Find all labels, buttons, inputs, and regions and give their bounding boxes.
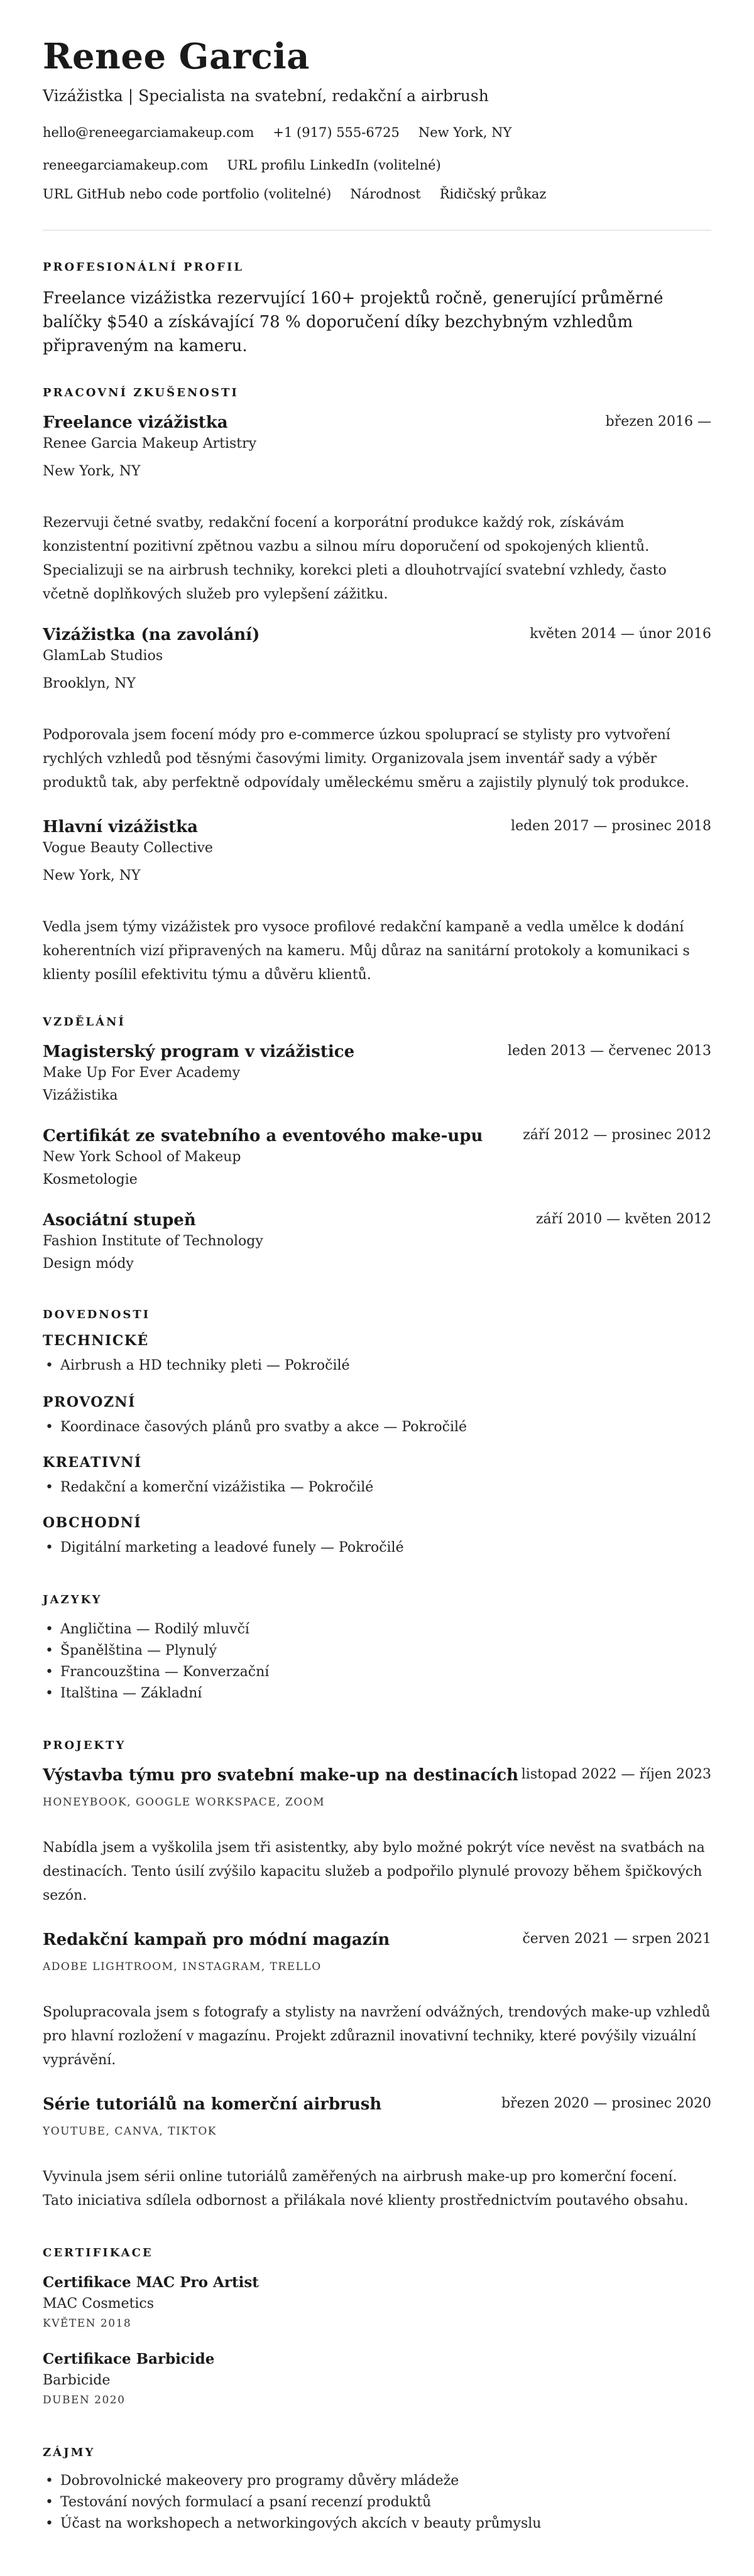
- certification-name: Certifikace Barbicide: [43, 2351, 215, 2368]
- experience-section-title: PRACOVNÍ ZKUŠENOSTI: [43, 386, 239, 399]
- education-field: Vizážistika: [43, 1088, 118, 1103]
- list-item: • Účast na workshopech a networkingových akcích v beauty průmyslu: [43, 2513, 711, 2535]
- experience-location: New York, NY: [43, 463, 141, 479]
- skill-category-operational: PROVOZNÍ: [43, 1394, 136, 1410]
- list-item: • Italština — Základní: [43, 1683, 711, 1704]
- project-name: Redakční kampaň pro módní magazín: [43, 1930, 390, 1949]
- candidate-name: Renee Garcia: [43, 36, 310, 77]
- experience-location: Brooklyn, NY: [43, 676, 136, 691]
- certification-date: DUBEN 2020: [43, 2394, 126, 2406]
- project-name: Série tutoriálů na komerční airbrush: [43, 2095, 382, 2114]
- education-degree: Asociátní stupeň: [43, 1211, 196, 1230]
- list-item: • Redakční a komerční vizážistika — Pokročilé: [43, 1477, 711, 1498]
- project-name: Výstavba týmu pro svatební make-up na destinacích: [43, 1766, 518, 1785]
- skill-list-technical: [43, 1355, 711, 1377]
- interests-section-title: ZÁJMY: [43, 2446, 96, 2459]
- education-degree: Magisterský program v vizážistice: [43, 1042, 355, 1061]
- experience-date: březen 2016 —: [605, 414, 711, 430]
- interests-list: [43, 2470, 711, 2535]
- linkedin-link[interactable]: URL profilu LinkedIn (volitelné): [227, 158, 441, 173]
- project-description: Spolupracovala jsem s fotografy a stylisty na navržení odvážných, trendových make-up vzhledů pro hlavní rozložení v magazínu. Projekt zdůraznil inovativní techniky, které povýšily vizuální vyprávění.: [43, 2005, 711, 2068]
- skill-category-business: OBCHODNÍ: [43, 1515, 142, 1531]
- education-school: New York School of Makeup: [43, 1149, 241, 1165]
- bullet-icon: •: [45, 2494, 53, 2510]
- education-date: září 2012 — prosinec 2012: [523, 1127, 711, 1143]
- languages-list: [43, 1619, 711, 1704]
- skill-category-creative: KREATIVNÍ: [43, 1454, 142, 1471]
- education-school: Fashion Institute of Technology: [43, 1233, 263, 1249]
- skills-section-title: DOVEDNOSTI: [43, 1308, 151, 1321]
- profile-section-title: PROFESIONÁLNÍ PROFIL: [43, 261, 244, 274]
- contact-row-links: [43, 156, 460, 175]
- bullet-icon: •: [45, 2516, 53, 2531]
- experience-description: Rezervuji četné svatby, redakční focení a korporátní produkce každý rok, získávám konzistentní pozitivní zpětnou vazbu a silnou míru doporučení od spokojených klientů. Specializuji se na airbrush techniky, korekci pleti a dlouhotrvající svatební vzhledy, často včetně doplňkových služeb pro vylepšení zážitku.: [43, 515, 667, 602]
- bullet-icon: •: [45, 1540, 53, 1556]
- bullet-icon: •: [45, 1480, 53, 1495]
- list-item: • Francouzština — Konverzační: [43, 1662, 711, 1683]
- certifications-section-title: CERTIFIKACE: [43, 2246, 153, 2259]
- project-date: březen 2020 — prosinec 2020: [501, 2096, 711, 2111]
- education-school: Make Up For Ever Academy: [43, 1065, 241, 1081]
- experience-company: Renee Garcia Makeup Artistry: [43, 436, 257, 452]
- phone-text: +1 (917) 555-6725: [273, 125, 400, 140]
- education-field: Kosmetologie: [43, 1172, 138, 1188]
- list-item: • Koordinace časových plánů pro svatby a akce — Pokročilé: [43, 1417, 711, 1438]
- project-tools: HONEYBOOK, GOOGLE WORKSPACE, ZOOM: [43, 1796, 325, 1809]
- education-degree: Certifikát ze svatebního a eventového make-upu: [43, 1127, 483, 1145]
- certification-issuer: Barbicide: [43, 2373, 111, 2388]
- experience-company: GlamLab Studios: [43, 648, 163, 664]
- education-section-title: VZDĚLÁNÍ: [43, 1015, 126, 1029]
- experience-company: Vogue Beauty Collective: [43, 840, 213, 856]
- project-date: listopad 2022 — říjen 2023: [521, 1767, 711, 1782]
- contact-row-extra: [43, 185, 566, 203]
- project-tools: ADOBE LIGHTROOM, INSTAGRAM, TRELLO: [43, 1961, 322, 1973]
- certification-issuer: MAC Cosmetics: [43, 2296, 154, 2312]
- experience-description: Vedla jsem týmy vizážistek pro vysoce profilové redakční kampaně a vedla umělce k dodání koherentních vizí připravených na kameru. Můj důraz na sanitární protokoly a komunikaci s klienty posílil efektivitu týmu a důvěru klientů.: [43, 919, 690, 983]
- website-link[interactable]: reneegarciamakeup.com: [43, 158, 209, 173]
- nationality-text: Národnost: [350, 187, 421, 202]
- candidate-headline: Vizážistka | Specialista na svatební, redakční a airbrush: [43, 87, 489, 105]
- project-description: Vyvinula jsem sérii online tutoriálů zaměřených na airbrush make-up pro komerční focení. Tato iniciativa sdílela odbornost a přilákala nové klienty prostřednictvím poutavého obsahu.: [43, 2169, 689, 2209]
- bullet-icon: •: [45, 1664, 53, 1680]
- list-item: • Testování nových formulací a psaní recenzí produktů: [43, 2492, 711, 2513]
- education-date: leden 2013 — červenec 2013: [507, 1043, 711, 1059]
- project-date: červen 2021 — srpen 2021: [522, 1931, 711, 1947]
- experience-role: Hlavní vizážistka: [43, 818, 198, 836]
- education-field: Design módy: [43, 1256, 134, 1272]
- skill-list-business: [43, 1537, 711, 1559]
- skill-category-technical: TECHNICKÉ: [43, 1333, 149, 1349]
- list-item: • Španělština — Plynulý: [43, 1640, 711, 1662]
- bullet-icon: •: [45, 1419, 53, 1435]
- bullet-icon: •: [45, 1358, 53, 1373]
- bullet-icon: •: [45, 1686, 53, 1701]
- list-item: • Angličtina — Rodilý mluvčí: [43, 1619, 711, 1640]
- experience-role: Vizážistka (na zavolání): [43, 625, 260, 644]
- projects-section-title: PROJEKTY: [43, 1739, 126, 1752]
- location-text: New York, NY: [418, 125, 512, 140]
- project-tools: YOUTUBE, CANVA, TIKTOK: [43, 2125, 217, 2138]
- list-item: • Dobrovolnické makeovery pro programy důvěry mládeže: [43, 2470, 711, 2492]
- experience-location: New York, NY: [43, 868, 141, 884]
- skill-list-operational: [43, 1417, 711, 1438]
- email-link[interactable]: hello@reneegarciamakeup.com: [43, 125, 254, 140]
- languages-section-title: JAZYKY: [43, 1593, 102, 1606]
- contact-row-primary: [43, 123, 530, 142]
- github-link[interactable]: URL GitHub nebo code portfolio (volitelné): [43, 187, 332, 202]
- experience-role: Freelance vizážistka: [43, 413, 228, 432]
- list-item: • Airbrush a HD techniky pleti — Pokročilé: [43, 1355, 711, 1377]
- experience-description: Podporovala jsem focení módy pro e-commerce úzkou spoluprací se stylisty pro vytvoření rychlých vzhledů pod těsnými časovými limity. Organizovala jsem inventář sady a výběr produktů tak, aby perfektně odpovídaly uměleckému směru a zajistily plynulý tok produkce.: [43, 727, 689, 791]
- bullet-icon: •: [45, 1643, 53, 1659]
- experience-date: květen 2014 — únor 2016: [530, 626, 711, 642]
- certification-date: KVĚTEN 2018: [43, 2317, 132, 2330]
- education-date: září 2010 — květen 2012: [535, 1211, 711, 1227]
- license-text: Řidičský průkaz: [439, 187, 547, 202]
- list-item: • Digitální marketing a leadové funely — Pokročilé: [43, 1537, 711, 1559]
- certification-name: Certifikace MAC Pro Artist: [43, 2274, 259, 2291]
- project-description: Nabídla jsem a vyškolila jsem tři asistentky, aby bylo možné pokrýt více nevěst na svatbách na destinacích. Tento úsilí zvýšilo kapacitu služeb a podpořilo plynulé provozy během špičkových sezón.: [43, 1840, 705, 1903]
- experience-date: leden 2017 — prosinec 2018: [511, 818, 711, 834]
- skill-list-creative: [43, 1477, 711, 1498]
- profile-summary: Freelance vizážistka rezervující 160+ projektů ročně, generující průměrné balíčky $540 a získávající 78 % doporučení díky bezchybným vzhledům připraveným na kameru.: [43, 289, 664, 355]
- bullet-icon: •: [45, 1621, 53, 1637]
- bullet-icon: •: [45, 2473, 53, 2489]
